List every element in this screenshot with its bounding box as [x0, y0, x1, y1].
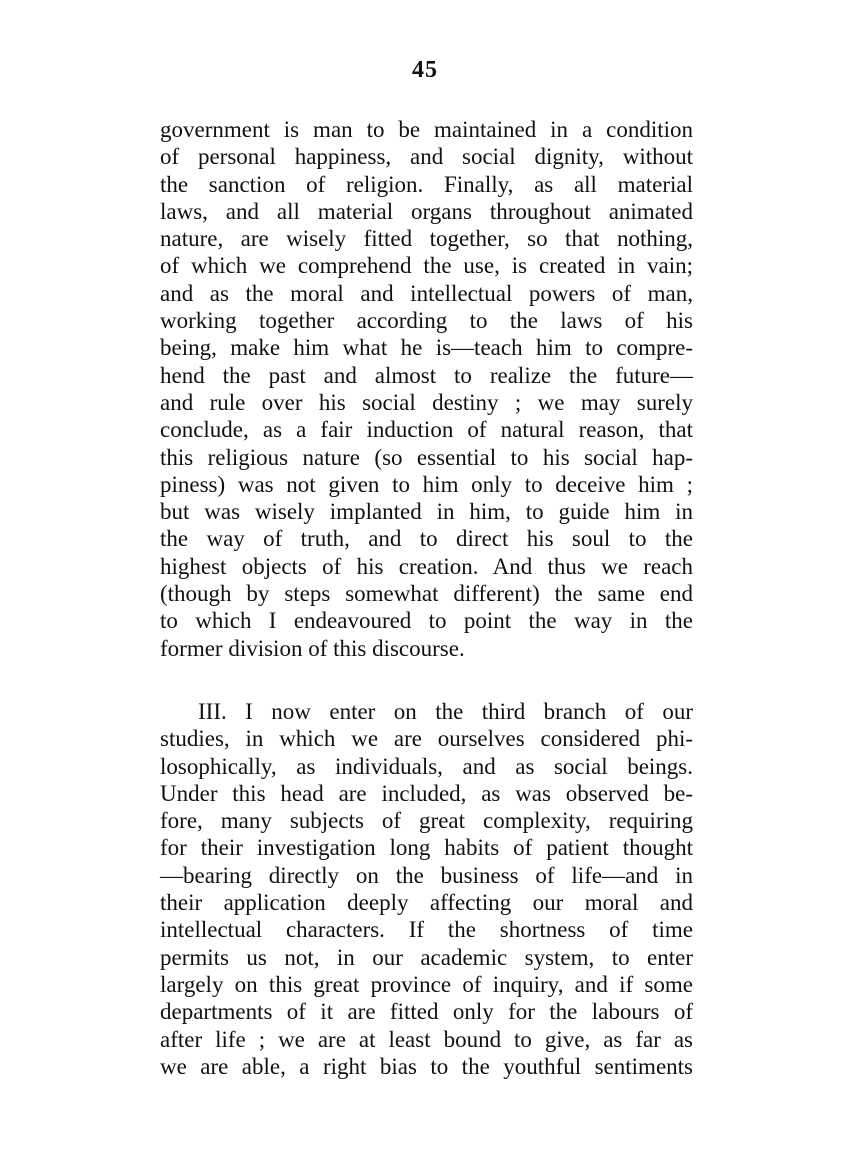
paragraph-2 [160, 698, 693, 1080]
text-line: we are able, a right bias to the youthful sentiments [160, 1053, 693, 1079]
text-line: their application deeply affecting our moral and [160, 890, 693, 916]
text-line: for their investigation long habits of patient thought [160, 835, 693, 861]
page-number: 45 [412, 57, 438, 83]
text-line: and rule over his social destiny ; we may surely [160, 389, 693, 415]
text-line: highest objects of his creation. And thus we reach [160, 553, 693, 579]
text-line: losophically, as individuals, and as social beings. [160, 753, 693, 779]
text-line: studies, in which we are ourselves considered phi- [160, 726, 693, 752]
text-line: being, make him what he is—teach him to compre- [160, 335, 693, 361]
text-line: to which I endeavoured to point the way in the [160, 608, 693, 634]
text-line: this religious nature (so essential to his social hap- [160, 444, 693, 470]
text-line: government is man to be maintained in a condition [160, 117, 693, 142]
text-line: hend the past and almost to realize the future— [160, 362, 693, 388]
text-line: former division of this discourse. [160, 635, 465, 661]
text-line: the sanction of religion. Finally, as all material [160, 171, 693, 197]
text-line: departments of it are fitted only for the labours of [160, 999, 693, 1025]
text-line: laws, and all material organs throughout animated [160, 198, 693, 224]
text-line: permits us not, in our academic system, to enter [160, 944, 693, 970]
text-line: and as the moral and intellectual powers of man, [160, 280, 693, 306]
text-line: fore, many subjects of great complexity, requiring [160, 808, 693, 834]
text-line: piness) was not given to him only to deceive him ; [160, 471, 693, 497]
text-line: —bearing directly on the business of life—and in [160, 862, 693, 888]
text-line: largely on this great province of inquiry, and if some [160, 971, 693, 997]
text-line: working together according to the laws of his [160, 308, 693, 334]
paragraph-1 [160, 116, 693, 662]
text-line: of personal happiness, and social dignity, without [160, 144, 693, 170]
text-line: nature, are wisely fitted together, so that nothing, [160, 226, 693, 252]
section-heading-line: III. I now enter on the third branch of our [198, 699, 693, 724]
text-line: Under this head are included, as was observed be- [160, 780, 693, 806]
text-line: but was wisely implanted in him, to guide him in [160, 499, 693, 525]
text-line: conclude, as a fair induction of natural reason, that [160, 417, 693, 443]
text-line: intellectual characters. If the shortness of time [160, 917, 693, 943]
text-line: (though by steps somewhat different) the same end [160, 581, 693, 607]
text-line: of which we comprehend the use, is created in vain; [160, 253, 693, 279]
text-line: the way of truth, and to direct his soul to the [160, 526, 693, 552]
text-line: after life ; we are at least bound to give, as far as [160, 1026, 693, 1052]
